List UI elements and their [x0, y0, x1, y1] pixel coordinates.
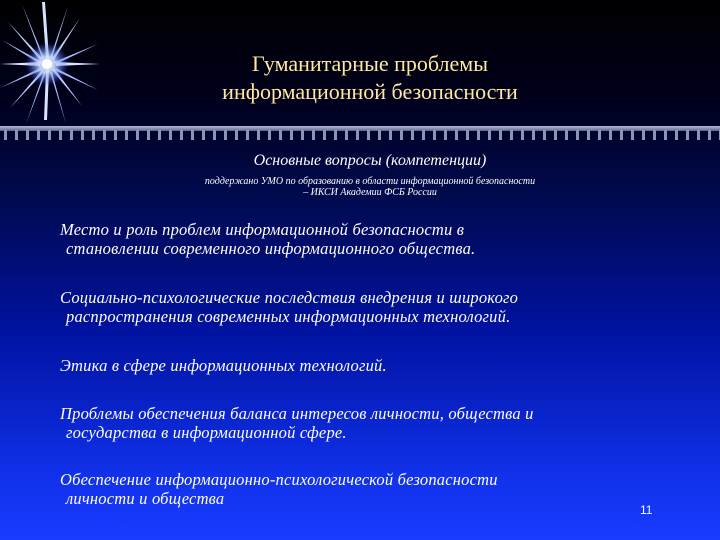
rail-tie [598, 130, 601, 140]
rail-tie [510, 130, 513, 140]
rail-divider [0, 126, 720, 140]
rail-tie [312, 130, 315, 140]
list-item [60, 356, 387, 375]
rail-tie [257, 130, 260, 140]
rail-tie [279, 130, 282, 140]
list-item-line: Обеспечение информационно-психологической безопасности [60, 470, 498, 489]
rail-tie [202, 130, 205, 140]
rail-tie [532, 130, 535, 140]
list-item-line: личности и общества [66, 489, 225, 508]
rail-tie [477, 130, 480, 140]
list-item-line: государства в информационной сфере. [66, 423, 347, 442]
rail-tie [697, 130, 700, 140]
rail-tie [411, 130, 414, 140]
rail-tie [103, 130, 106, 140]
rail-tie [169, 130, 172, 140]
rail-tie [631, 130, 634, 140]
rail-tie [422, 130, 425, 140]
rail-tie [114, 130, 117, 140]
rail-tie [125, 130, 128, 140]
rail-tie [488, 130, 491, 140]
rail-tie [37, 130, 40, 140]
rail-tie [191, 130, 194, 140]
rail-tie [70, 130, 73, 140]
rail-tie [235, 130, 238, 140]
list-item [60, 288, 518, 326]
rail-tie [389, 130, 392, 140]
rail-tie [466, 130, 469, 140]
list-item-line: Проблемы обеспечения баланса интересов личности, общества и [60, 404, 534, 423]
rail-tie [180, 130, 183, 140]
rail-tie [224, 130, 227, 140]
rail-tie [26, 130, 29, 140]
rail-tie [367, 130, 370, 140]
rail-tie [675, 130, 678, 140]
rail-tie [609, 130, 612, 140]
rail-tie [323, 130, 326, 140]
rail-tie [81, 130, 84, 140]
page-number: 11 [640, 503, 653, 517]
rail-tie [345, 130, 348, 140]
slide-title-line-2: информационной безопасности [222, 79, 518, 104]
rail-tie [356, 130, 359, 140]
rail-tie [686, 130, 689, 140]
rail-tie [48, 130, 51, 140]
rail-tie [642, 130, 645, 140]
rail-tie [455, 130, 458, 140]
rail-tie [246, 130, 249, 140]
rail-tie [136, 130, 139, 140]
rail-tie [576, 130, 579, 140]
rail-tie [268, 130, 271, 140]
slide-title [140, 50, 600, 106]
rail-tie [92, 130, 95, 140]
support-note-line-2: – ИКСИ Академии ФСБ России [303, 187, 437, 198]
list-item-line: распространения современных информационных технологий. [66, 307, 511, 326]
rail-tie [521, 130, 524, 140]
slide-title-line-1: Гуманитарные проблемы [251, 51, 488, 76]
list-item-line: Место и роль проблем информационной безопасности в [60, 220, 465, 239]
rail-tie [158, 130, 161, 140]
rail-tie [620, 130, 623, 140]
rail-tie [59, 130, 62, 140]
starburst-icon [0, 0, 100, 130]
list-item [60, 470, 498, 508]
list-item-line: Социально-психологические последствия внедрения и широкого [60, 288, 519, 307]
rail-tie [444, 130, 447, 140]
rail-tie [290, 130, 293, 140]
rail-tie [565, 130, 568, 140]
rail-tie [213, 130, 216, 140]
rail-tie [334, 130, 337, 140]
rail-tie [653, 130, 656, 140]
rail-tie [708, 130, 711, 140]
rail-tie [543, 130, 546, 140]
list-item-line: Этика в сфере информационных технологий. [60, 356, 387, 375]
rail-tie [378, 130, 381, 140]
rail-tie [587, 130, 590, 140]
list-item [60, 220, 475, 258]
rail-tie [499, 130, 502, 140]
rail-tie [400, 130, 403, 140]
support-note [100, 176, 640, 198]
list-item-line: становлении современного информационного общества. [66, 239, 476, 258]
list-item [60, 404, 534, 442]
support-note-line-1: поддержано УМО по образованию в области информационной безопасности [204, 176, 536, 187]
rail-tie [433, 130, 436, 140]
rail-tie [4, 130, 7, 140]
rail-tie [15, 130, 18, 140]
rail-tie [301, 130, 304, 140]
rail-tie [554, 130, 557, 140]
slide-subtitle: Основные вопросы (компетенции) [253, 152, 487, 169]
rail-tie [147, 130, 150, 140]
rail-tie [664, 130, 667, 140]
